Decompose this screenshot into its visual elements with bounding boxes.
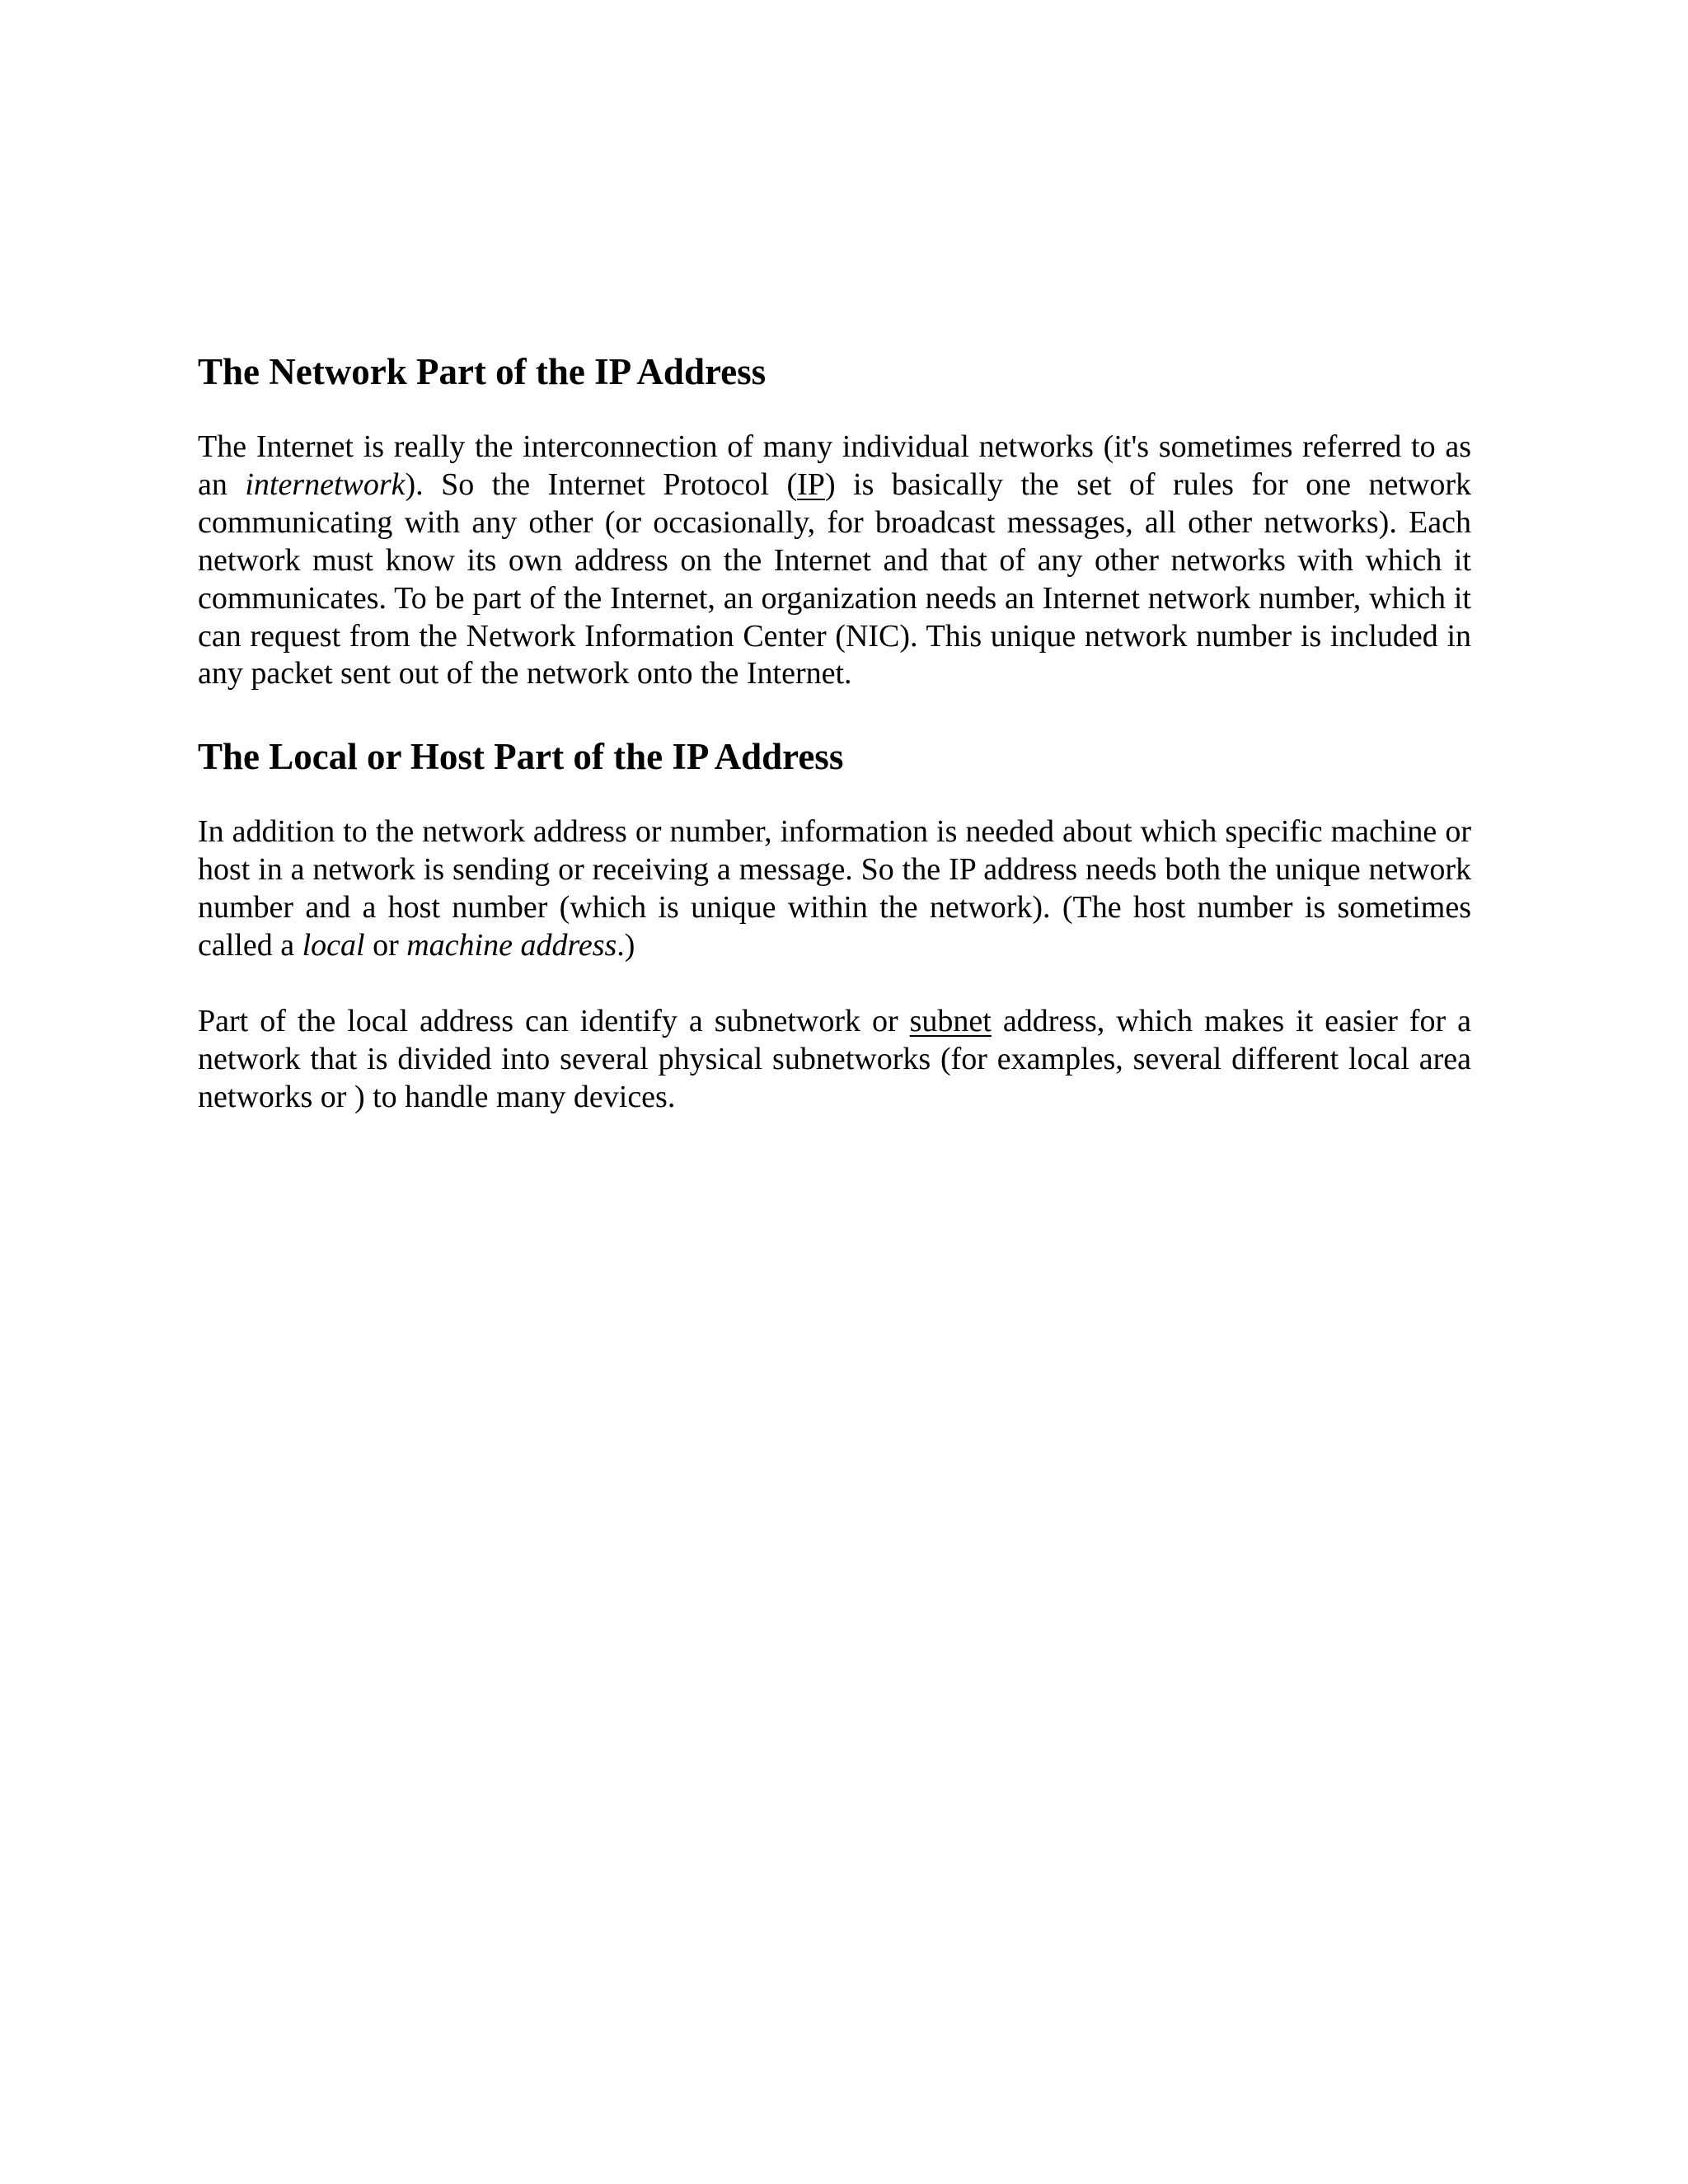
ip-link[interactable]: IP (797, 466, 825, 502)
paragraph-text: ). So the Internet Protocol ( (405, 466, 798, 502)
section-heading-local-part: The Local or Host Part of the IP Address (198, 736, 844, 777)
paragraph-network-part (198, 429, 1471, 693)
italic-term-internetwork: internetwork (245, 466, 406, 502)
paragraph-text: address, which makes it easier for a network that is divided into several physical subnetworks (for examples, several different local area networks or ) to handle many devices. (198, 1004, 1472, 1114)
paragraph-text: In addition to the network address or number, information is needed about which specific machine or host in a network is sending or receiving a message. So the IP address needs both the unique network number and a host number (which is unique within the network). (The host number is sometimes called a (198, 814, 1471, 963)
paragraph-text: Part of the local address can identify a subnetwork or (198, 1004, 910, 1038)
paragraph-text: or (364, 927, 407, 963)
paragraph-subnet (198, 1003, 1471, 1117)
paragraph-host-part (198, 813, 1471, 965)
italic-term-local: local (302, 927, 365, 963)
italic-term-machine-address: machine address (406, 927, 617, 963)
section-heading-network-part: The Network Part of the IP Address (198, 351, 767, 392)
subnet-link[interactable]: subnet (909, 1004, 992, 1038)
paragraph-text: .) (617, 927, 635, 963)
paragraph-text: The Internet is really the interconnection of many individual networks (it's sometimes referred to as an (198, 429, 1471, 502)
paragraph-text: ) is basically the set of rules for one network communicating with any other (or occasionally, for broadcast messages, all other networks). Each network must know its own address on the Internet and that of any other networks with which it communicates. To be part of the Internet, an organization needs an Internet network number, which it can request from the Network Information Center (NIC). This unique network number is included in any packet sent out of the network onto the Internet. (198, 466, 1471, 691)
